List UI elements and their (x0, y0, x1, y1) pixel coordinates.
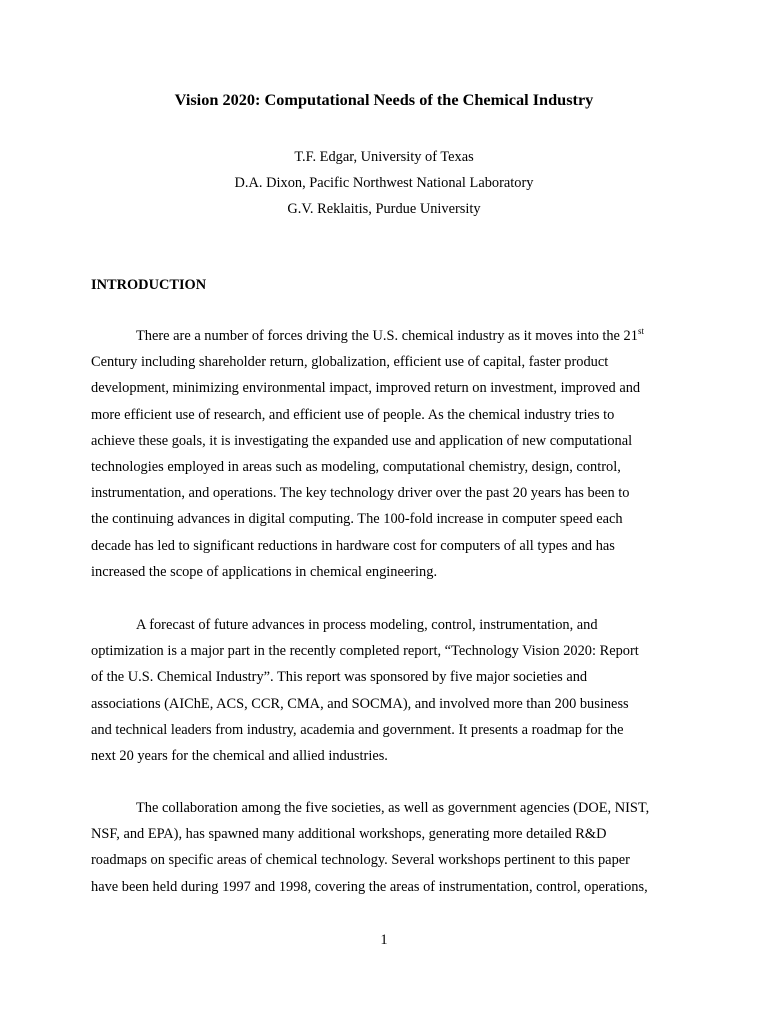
author-affiliation: G.V. Reklaitis, Purdue University (287, 201, 481, 218)
author-list (0, 144, 768, 223)
paragraph-line: have been held during 1997 and 1998, covering the areas of instrumentation, control, operations, (91, 878, 648, 895)
page-number: 1 (380, 932, 388, 948)
paragraph-line: and technical leaders from industry, academia and government. It presents a roadmap for the (91, 721, 624, 738)
paragraph-line (91, 323, 681, 349)
section-heading-introduction: INTRODUCTION (91, 277, 207, 293)
paragraph-line: optimization is a major part in the recently completed report, “Technology Vision 2020: Report (91, 643, 639, 660)
paragraph-line: The collaboration among the five societies, as well as government agencies (DOE, NIST, (136, 800, 650, 816)
introduction-paragraph-1 (91, 323, 681, 585)
line-text: There are a number of forces driving the U.S. chemical industry as it moves into the 21 (136, 328, 638, 344)
paragraph-line: the continuing advances in digital computing. The 100-fold increase in computer speed each (91, 511, 623, 528)
paragraph-line: development, minimizing environmental impact, improved return on investment, improved and (91, 380, 641, 397)
introduction-paragraph-3 (91, 795, 681, 900)
paragraph-line: instrumentation, and operations. The key technology driver over the past 20 years has been to (91, 485, 630, 502)
paragraph-line: achieve these goals, it is investigating the expanded use and application of new computational (91, 432, 633, 449)
paragraph-line: Century including shareholder return, globalization, efficient use of capital, faster product (91, 354, 609, 371)
paragraph-line: of the U.S. Chemical Industry”. This report was sponsored by five major societies and (91, 669, 588, 686)
paragraph-line: associations (AIChE, ACS, CCR, CMA, and SOCMA), and involved more than 200 business (91, 695, 629, 712)
paragraph-line: increased the scope of applications in chemical engineering. (91, 563, 438, 580)
paper-title: Vision 2020: Computational Needs of the Chemical Industry (174, 90, 594, 109)
author-affiliation: D.A. Dixon, Pacific Northwest National Laboratory (234, 175, 534, 192)
paragraph-line: decade has led to significant reductions in hardware cost for computers of all types and has (91, 537, 615, 554)
paragraph-line: more efficient use of research, and efficient use of people. As the chemical industry tries to (91, 406, 615, 423)
author-affiliation: T.F. Edgar, University of Texas (294, 149, 474, 165)
introduction-paragraph-2 (91, 612, 681, 769)
paragraph-line: technologies employed in areas such as modeling, computational chemistry, design, control, (91, 458, 621, 475)
paragraph-line: next 20 years for the chemical and allied industries. (91, 747, 388, 764)
ordinal-superscript: st (637, 326, 644, 336)
paragraph-line: roadmaps on specific areas of chemical technology. Several workshops pertinent to this paper (91, 852, 630, 869)
paragraph-line: NSF, and EPA), has spawned many additional workshops, generating more detailed R&D (91, 826, 607, 843)
paragraph-line: A forecast of future advances in process modeling, control, instrumentation, and (136, 617, 598, 633)
